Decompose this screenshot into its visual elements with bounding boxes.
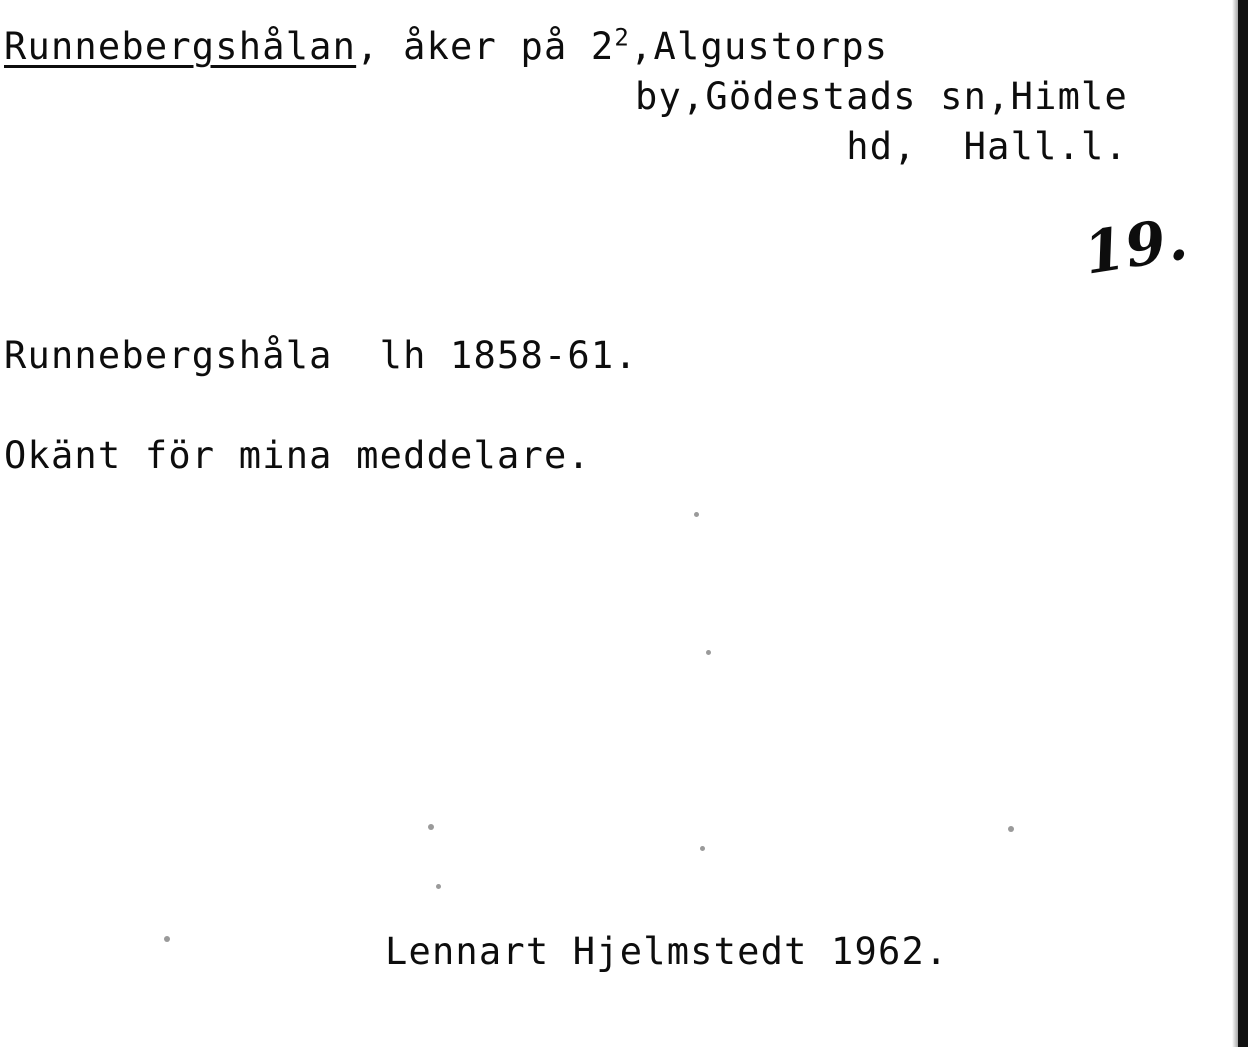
signature-line: Lennart Hjelmstedt 1962.	[385, 930, 949, 973]
header-line-3: hd, Hall.l.	[846, 125, 1128, 168]
header-line-1-rest: , åker på 2	[356, 25, 615, 68]
scan-speck	[428, 824, 434, 830]
scan-speck	[1008, 826, 1014, 832]
entry-line-1: Runnebergshåla lh 1858-61.	[4, 334, 638, 377]
scan-speck	[694, 512, 699, 517]
scan-speck	[706, 650, 711, 655]
header-line-1	[0, 22, 1150, 72]
header-line-2: by,Gödestads sn,Himle	[635, 75, 1128, 118]
header-line-1-tail: ,Algustorps	[630, 25, 889, 68]
headword: Runnebergshålan	[4, 25, 357, 68]
scan-speck	[700, 846, 705, 851]
scan-edge-shadow	[1232, 0, 1238, 1047]
header-superscript: 2	[614, 23, 631, 52]
page-number: 19.	[1079, 204, 1193, 288]
scan-edge	[1238, 0, 1248, 1047]
card-header	[0, 22, 1150, 172]
entry-line-2: Okänt för mina meddelare.	[4, 434, 591, 477]
scan-speck	[164, 936, 170, 942]
scan-speck	[436, 884, 441, 889]
